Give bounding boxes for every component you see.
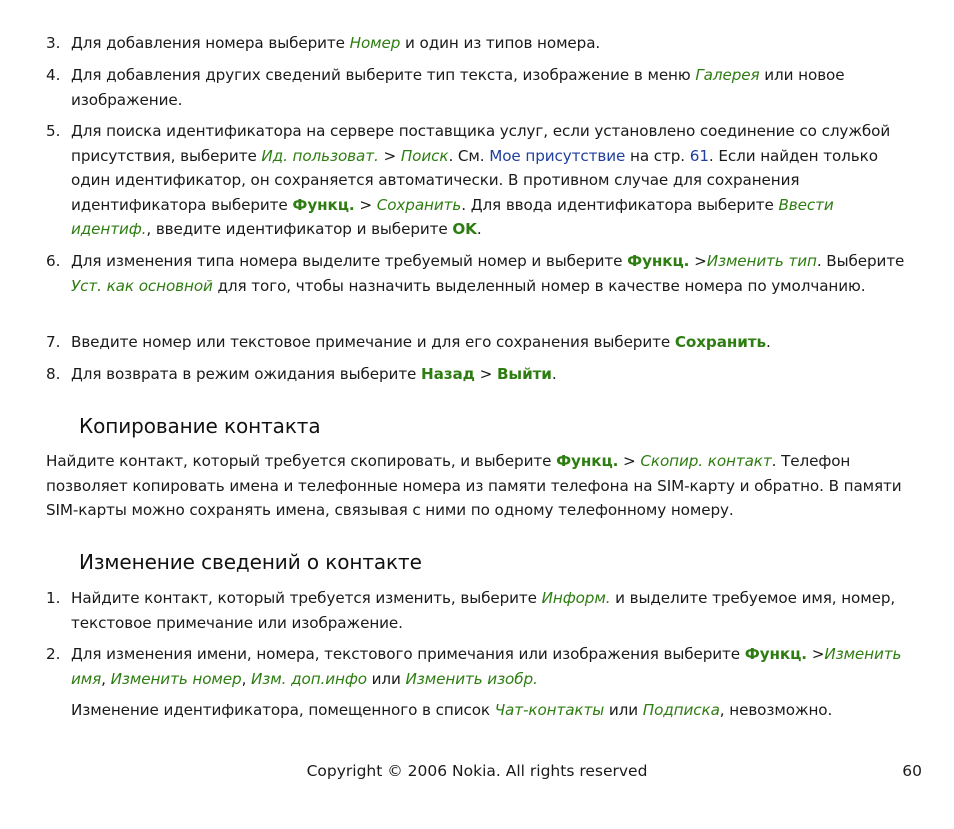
list-item-6: [46, 249, 911, 298]
keyword-options: Функц.: [556, 452, 619, 470]
list-number: 2.: [46, 645, 61, 663]
text: >: [354, 195, 377, 214]
keyword-options: Функц.: [292, 195, 355, 214]
keyword-search: Поиск: [400, 146, 449, 165]
text: ,: [241, 669, 252, 688]
text: Найдите контакт, который требуется изменить, выберите: [71, 589, 542, 607]
keyword-options: Функц.: [744, 645, 807, 663]
keyword-change-number: Изменить номер: [110, 669, 242, 688]
text: Для поиска идентификатора на сервере поставщика услуг, если установлено соединение со службой присутствия, выберите: [71, 122, 891, 165]
keyword-info: Информ.: [541, 589, 611, 607]
list-number: 7.: [46, 333, 61, 351]
section-heading-copy-contact: Копирование контакта: [79, 414, 321, 438]
list-number: 8.: [46, 365, 61, 383]
text: , введите идентификатор и выберите: [146, 220, 453, 238]
keyword-subscription: Подписка: [642, 701, 720, 719]
text: Введите номер или текстовое примечание и для его сохранения выберите: [71, 333, 675, 351]
text: Изменение идентификатора, помещенного в список: [71, 701, 495, 719]
keyword-save: Сохранить: [674, 333, 766, 351]
link-page-ref[interactable]: 61: [689, 146, 709, 165]
text: . Телефон позволяет копировать имена и телефонные номера из памяти телефона на SIM-карту и обратно. В памяти SIM-карты можно сохранять имена, связывая с ними по одному телефонному номеру.: [46, 452, 902, 519]
copy-contact-paragraph: [46, 449, 911, 523]
text: или: [604, 701, 643, 719]
text: и выделите требуемое имя, номер, текстовое примечание или изображение.: [71, 589, 896, 632]
keyword-change-image: Изменить изобр.: [405, 669, 538, 688]
list-number: 6.: [46, 252, 61, 270]
edit-list-item-1: [46, 586, 911, 635]
text: Для изменения имени, номера, текстового примечания или изображения выберите: [71, 645, 745, 663]
text: ,: [101, 669, 111, 688]
keyword-chat-contacts: Чат-контакты: [494, 701, 605, 719]
text: >: [618, 452, 641, 470]
keyword-enter-id: Ввести идентиф.: [71, 195, 834, 238]
edit-list-item-2: [46, 642, 911, 691]
keyword-change-name: Изменить имя: [71, 645, 902, 688]
text: >: [378, 146, 401, 165]
text: , невозможно.: [719, 701, 833, 719]
keyword-copy-contact: Скопир. контакт: [640, 452, 772, 470]
keyword-back: Назад: [421, 365, 475, 383]
list-item-5: [46, 119, 911, 242]
text: на стр.: [625, 146, 690, 165]
footer-copyright: Copyright © 2006 Nokia. All rights reserved: [306, 762, 648, 780]
text: .: [551, 365, 557, 383]
text: Для изменения типа номера выделите требуемый номер и выберите: [71, 252, 628, 270]
keyword-exit: Выйти: [496, 365, 552, 383]
list-item-8: [46, 362, 911, 387]
text: . Если найден только один идентификатор, он сохраняется автоматически. В противном случае для сохранения идентификатора выберите: [71, 146, 878, 214]
text: Для добавления других сведений выберите тип текста, изображение в меню: [71, 66, 696, 84]
text: . Для ввода идентификатора выберите: [461, 195, 779, 214]
text: .: [476, 220, 482, 238]
keyword-change-type: Изменить тип: [706, 252, 817, 270]
text: >: [689, 252, 707, 270]
text: >: [806, 645, 825, 663]
text: и один из типов номера.: [400, 34, 601, 52]
list-item-4: [46, 63, 911, 112]
edit-note: [71, 698, 911, 723]
text: для того, чтобы назначить выделенный номер в качестве номера по умолчанию.: [212, 276, 866, 295]
link-my-presence[interactable]: Мое присутствие: [489, 146, 626, 165]
list-number: 1.: [46, 589, 61, 607]
list-number: 3.: [46, 34, 61, 52]
list-number: 4.: [46, 66, 61, 84]
keyword-edit-info: Изм. доп.инфо: [251, 669, 367, 688]
section-heading-edit-contact: Изменение сведений о контакте: [79, 550, 422, 574]
text: Найдите контакт, который требуется скопировать, и выберите: [46, 452, 557, 470]
keyword-number: Номер: [349, 34, 401, 52]
text: .: [765, 333, 771, 351]
text: или новое изображение.: [71, 66, 845, 109]
list-item-7: [46, 330, 911, 355]
list-number: 5.: [46, 122, 61, 140]
keyword-ok: OK: [452, 220, 477, 238]
text: Для добавления номера выберите: [71, 34, 350, 52]
keyword-gallery: Галерея: [695, 66, 760, 84]
keyword-save: Сохранить: [376, 195, 462, 214]
keyword-options: Функц.: [627, 252, 690, 270]
page-number: 60: [902, 762, 922, 780]
text: . См.: [448, 146, 490, 165]
text: Для возврата в режим ожидания выберите: [71, 365, 422, 383]
text: или: [366, 669, 406, 688]
keyword-set-default: Уст. как основной: [71, 276, 213, 295]
list-item-3: [46, 31, 911, 56]
text: . Выберите: [816, 252, 905, 270]
keyword-user-id: Ид. пользоват.: [261, 146, 379, 165]
text: >: [474, 365, 497, 383]
